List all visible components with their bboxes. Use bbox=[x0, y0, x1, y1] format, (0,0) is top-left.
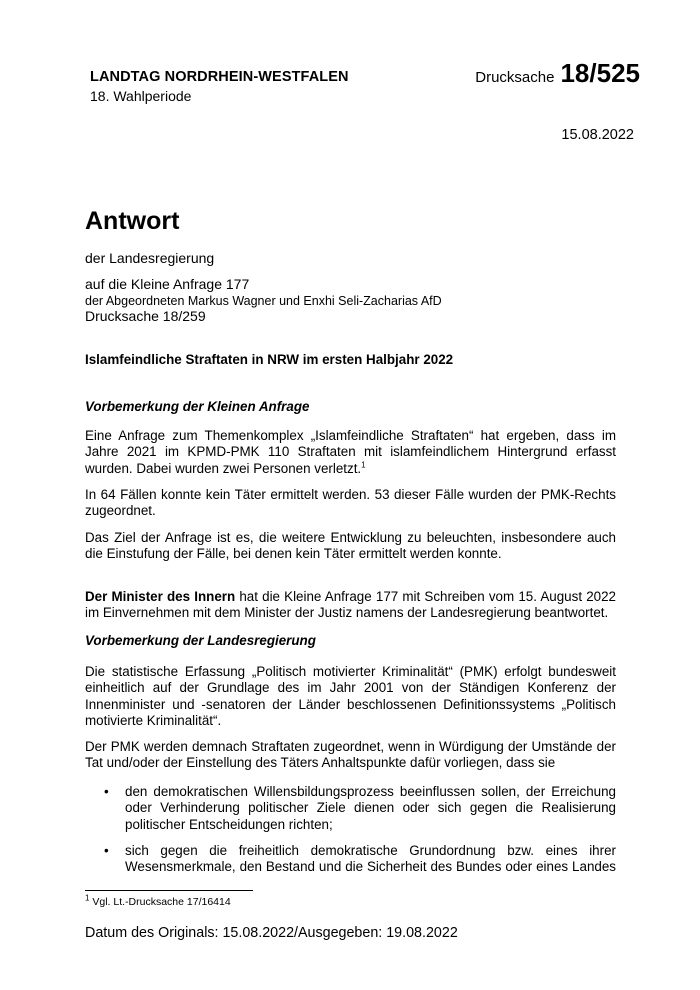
anfrage-paragraph-1 bbox=[85, 428, 616, 477]
bullet-list bbox=[85, 784, 616, 833]
footnote-reference: 1 bbox=[361, 460, 366, 470]
bullet-dot-icon: • bbox=[104, 843, 109, 858]
document-date: 15.08.2022 bbox=[561, 127, 634, 143]
page-title: Antwort bbox=[85, 207, 180, 235]
footnote-divider bbox=[85, 890, 253, 891]
minister-paragraph bbox=[85, 589, 616, 622]
landtag-name: LANDTAG NORDRHEIN-WESTFALEN bbox=[90, 69, 349, 85]
list-item bbox=[85, 843, 616, 876]
bullet-list-2 bbox=[85, 843, 616, 876]
footnote-text: Vgl. Lt.-Drucksache 17/16414 bbox=[89, 896, 231, 908]
footnote bbox=[85, 893, 231, 908]
topic-heading: Islamfeindliche Straftaten in NRW im ersten Halbjahr 2022 bbox=[85, 352, 454, 367]
bullet-text: den demokratischen Willensbildungsprozess beeinflussen sollen, der Erreichung oder Verhinderung politischer Ziele dienen oder sich gegen die Realisierung politischer Entscheidungen richten; bbox=[125, 784, 616, 832]
anfrage-paragraph-2: In 64 Fällen konnte kein Täter ermittelt werden. 53 dieser Fälle wurden der PMK-Rechts zugeordnet. bbox=[85, 487, 616, 519]
vorbemerkung-regierung-heading: Vorbemerkung der Landesregierung bbox=[85, 633, 316, 648]
bullet-dot-icon: • bbox=[104, 784, 109, 799]
drucksache-number: 18/525 bbox=[560, 58, 640, 88]
origin-date-line: Datum des Originals: 15.08.2022/Ausgegeben: 19.08.2022 bbox=[85, 925, 458, 941]
anfrage-paragraph-3: Das Ziel der Anfrage ist es, die weitere Entwicklung zu beleuchten, insbesondere auch die Einstufung der Fälle, bei denen kein Täter ermittelt werden konnte. bbox=[85, 530, 616, 562]
regierung-paragraph-2: Der PMK werden demnach Straftaten zugeordnet, wenn in Würdigung der Umstände der Tat und/oder der Einstellung des Täters Anhaltspunkte dafür vorliegen, dass sie bbox=[85, 739, 616, 771]
anfrage-paragraph-1-text: Eine Anfrage zum Themenkomplex „Islamfeindliche Straftaten“ hat ergeben, dass im Jahre 2021 im KPMD-PMK 110 Straftaten mit islamfeindlichem Hintergrund erfasst wurden. Dabei wurden zwei Personen verletzt. bbox=[85, 428, 616, 476]
subtitle-landesregierung: der Landesregierung bbox=[85, 250, 215, 266]
list-item bbox=[85, 784, 616, 833]
subtitle-anfrage: auf die Kleine Anfrage 177 bbox=[85, 276, 250, 292]
drucksache-header bbox=[475, 58, 640, 89]
subtitle-drucksache: Drucksache 18/259 bbox=[85, 308, 206, 324]
footnote-marker: 1 bbox=[85, 893, 90, 903]
bullet-text: sich gegen die freiheitlich demokratische Grundordnung bzw. eines ihrer Wesensmerkmale, den Bestand und die Sicherheit des Bundes oder eines Landes bbox=[125, 843, 616, 875]
drucksache-label: Drucksache bbox=[475, 69, 555, 86]
regierung-paragraph-1: Die statistische Erfassung „Politisch motivierter Kriminalität“ (PMK) erfolgt bundesweit einheitlich auf der Grundlage des im Jahr 2001 von der Ständigen Konferenz der Innenminister und -senatoren der Länder beschlossenen Definitionssystems „Politisch motivierte Kriminalität“. bbox=[85, 664, 616, 728]
header-left bbox=[90, 69, 349, 104]
minister-text: hat die Kleine Anfrage 177 mit Schreiben vom 15. August 2022 im Einvernehmen mit dem Minister der Justiz namens der Landesregierung beantwortet. bbox=[85, 589, 617, 621]
minister-bold: Der Minister des Innern bbox=[85, 589, 236, 604]
subtitle-abgeordnete: der Abgeordneten Markus Wagner und Enxhi Seli-Zacharias AfD bbox=[85, 294, 442, 308]
vorbemerkung-anfrage-heading: Vorbemerkung der Kleinen Anfrage bbox=[85, 399, 310, 414]
wahlperiode: 18. Wahlperiode bbox=[90, 88, 192, 104]
